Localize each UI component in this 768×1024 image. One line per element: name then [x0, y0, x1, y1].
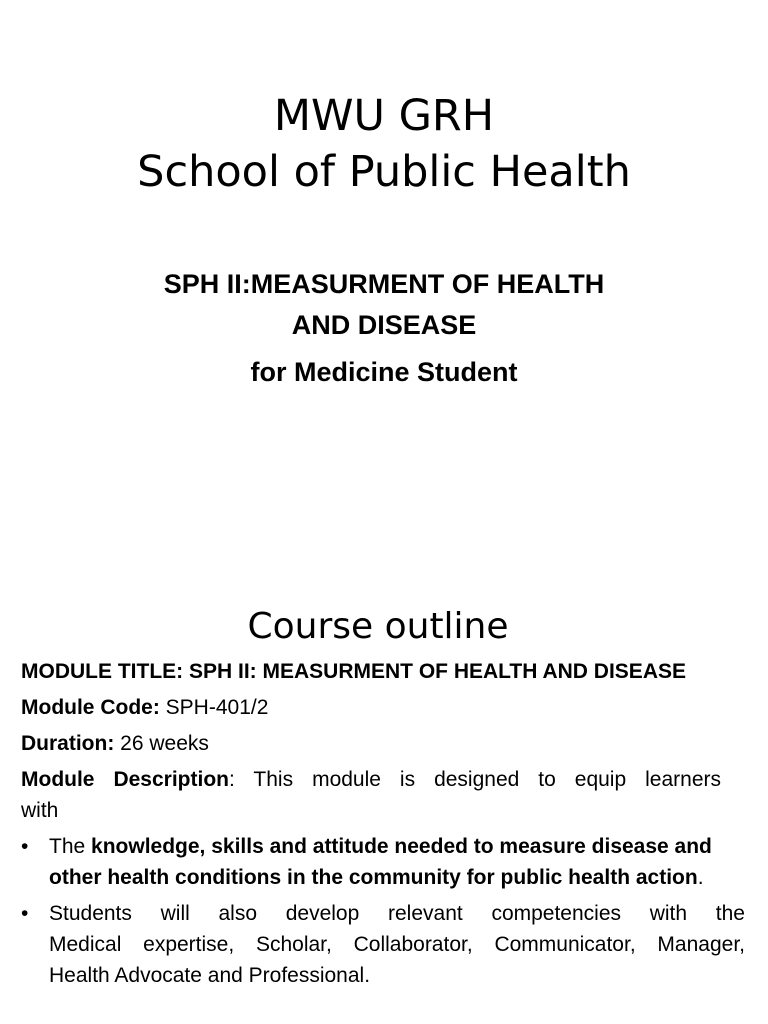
bullet-competencies-line-2: Medical expertise, Scholar, Collaborator, Communicator, Manager, [49, 933, 745, 956]
module-code-label: Module Code: [21, 696, 160, 719]
module-code-value: SPH-401/2 [165, 696, 269, 719]
subtitle-line-1: SPH II:MEASURMENT OF HEALTH [163, 269, 605, 299]
bullet-competencies-text [49, 898, 745, 991]
description-bullets [21, 831, 745, 991]
duration-value: 26 weeks [120, 732, 209, 755]
module-title-label: MODULE TITLE: SPH II: MEASURMENT OF HEALTH AND DISEASE [21, 660, 686, 683]
course-outline-heading: Course outline [247, 606, 509, 647]
bullet-item-knowledge [21, 831, 745, 893]
bullet-competencies-line-1: Students will also develop relevant competencies with the [49, 902, 745, 925]
duration-line [21, 728, 721, 759]
module-title-line [21, 656, 721, 687]
module-description-label: Module Description [21, 768, 229, 791]
course-outline-body [21, 656, 745, 996]
subtitle-block [0, 264, 768, 393]
duration-label: Duration: [21, 732, 115, 755]
subtitle-line-3: for Medicine Student [250, 357, 518, 387]
main-title-line-1: MWU GRH [273, 91, 495, 141]
main-title-line-2: School of Public Health [137, 147, 631, 197]
bullet-dot-icon: • [21, 902, 29, 925]
module-description-text-1: : This module is designed to equip learners [229, 768, 721, 791]
bullet-item-competencies [21, 898, 745, 991]
main-title [0, 88, 768, 200]
module-description-line-2 [21, 795, 721, 826]
subtitle-line-2: AND DISEASE [291, 310, 477, 340]
bullet-knowledge-prefix: The [49, 835, 92, 858]
bullet-dot-icon: • [21, 835, 29, 858]
module-code-line [21, 692, 721, 723]
bullet-competencies-line-3: Health Advocate and Professional. [49, 964, 371, 987]
bullet-knowledge-bold: knowledge, skills and attitude needed to measure disease and other health conditions in the community for public health action [49, 835, 712, 889]
module-description-line-1 [21, 764, 721, 795]
bullet-knowledge-suffix: . [697, 866, 704, 889]
module-description-text-2: with [21, 799, 59, 822]
bullet-knowledge-text [49, 831, 745, 893]
